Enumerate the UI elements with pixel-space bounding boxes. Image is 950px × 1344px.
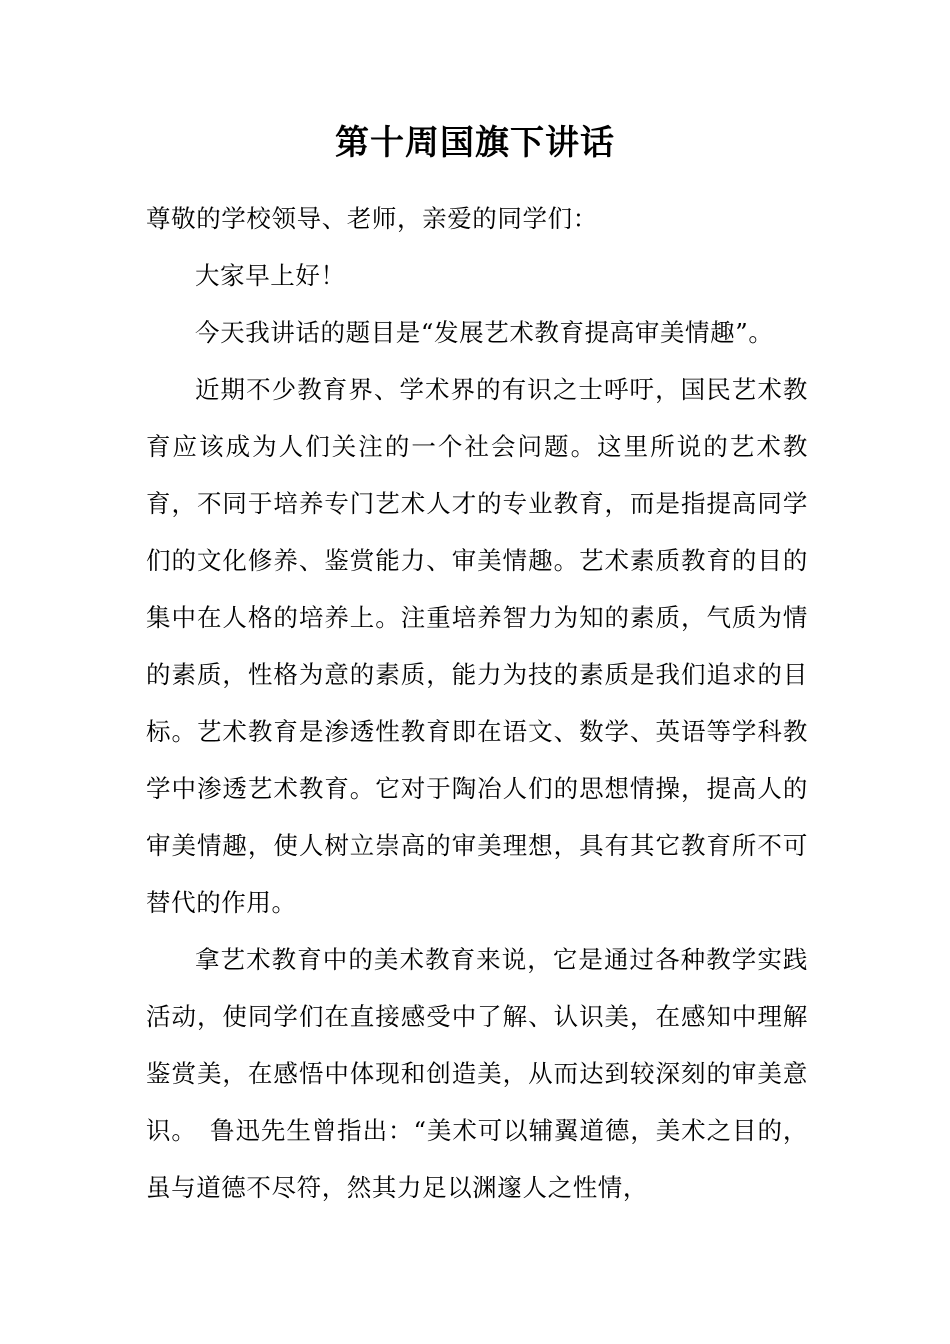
paragraph-fine-arts: 拿艺术教育中的美术教育来说，它是通过各种教学实践活动，使同学们在直接感受中了解、认识美，在感知中理解鉴赏美，在感悟中体现和创造美，从而达到较深刻的审美意识。 鲁迅先生曾指出：“美术可以辅翼道德，美术之目的，虽与道德不尽符，然其力足以渊邃人之性情，	[146, 945, 808, 1202]
document-title: 第十周国旗下讲话	[335, 123, 615, 163]
paragraph-art-education: 近期不少教育界、学术界的有识之士呼吁，国民艺术教育应该成为人们关注的一个社会问题。这里所说的艺术教育，不同于培养专门艺术人才的专业教育，而是指提高同学们的文化修养、鉴赏能力、审美情趣。艺术素质教育的目的集中在人格的培养上。注重培养智力为知的素质，气质为情的素质，性格为意的素质，能力为技的素质是我们追求的目标。艺术教育是渗透性教育即在语文、数学、英语等学科教学中渗透艺术教育。它对于陶冶人们的思想情操，提高人的审美情趣，使人树立崇高的审美理想，具有其它教育所不可替代的作用。	[146, 375, 808, 917]
salutation: 尊敬的学校领导、老师，亲爱的同学们：	[146, 204, 598, 233]
paragraph-greeting: 大家早上好！	[195, 261, 346, 290]
paragraph-topic: 今天我讲话的题目是“发展艺术教育提高审美情趣”。	[195, 318, 774, 347]
document-body	[146, 190, 808, 1216]
